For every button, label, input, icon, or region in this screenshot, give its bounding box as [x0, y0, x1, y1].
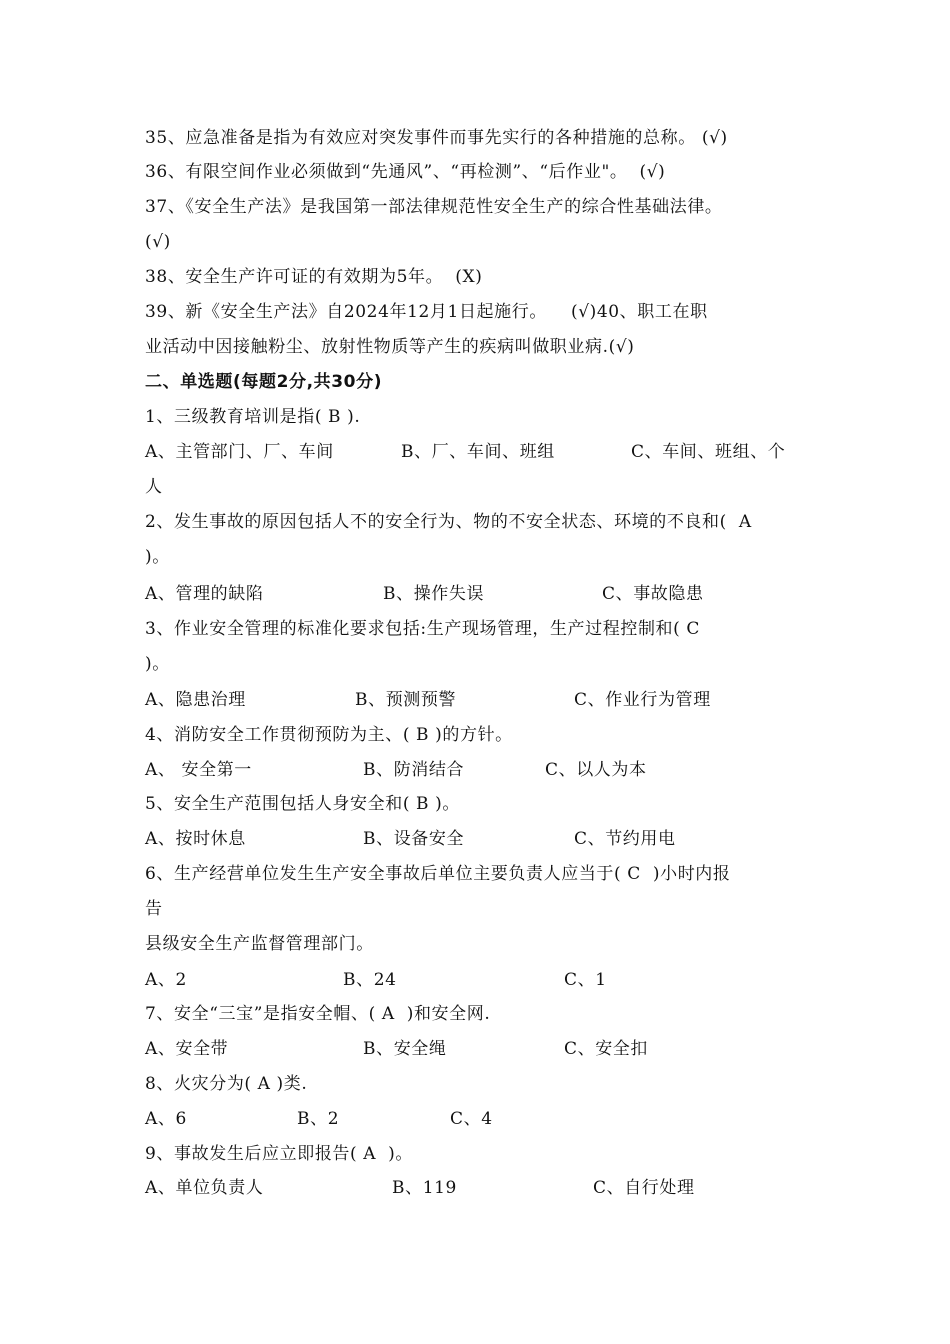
option-c: C、作业行为管理: [574, 690, 711, 710]
section-title: 二、单选题(每题2分,共30分): [145, 372, 383, 392]
option-c: C、以人为本: [545, 760, 647, 780]
option-c: C、自行处理: [593, 1178, 695, 1198]
option-a: A、主管部门、厂、车间: [145, 442, 334, 462]
tf-item-40: 业活动中因接触粉尘、放射性物质等产生的疾病叫做职业病.(√): [145, 337, 635, 357]
question-3: 3、作业安全管理的标准化要求包括:生产现场管理，生产过程控制和( C: [145, 619, 700, 639]
option-a: A、 安全第一: [145, 760, 252, 780]
option-c: C、车间、班组、个: [631, 442, 786, 462]
option-b: B、预测预警: [355, 690, 457, 710]
question-1-options: [145, 440, 786, 464]
option-b: B、设备安全: [363, 829, 465, 849]
question-9: 9、事故发生后应立即报告( A )。: [145, 1144, 413, 1164]
option-c: C、安全扣: [564, 1039, 649, 1059]
option-a: A、按时休息: [145, 829, 246, 849]
question-2-continuation: )。: [145, 547, 170, 567]
question-4: 4、消防安全工作贯彻预防为主、( B )的方针。: [145, 725, 513, 745]
question-7: 7、安全“三宝”是指安全帽、( A )和安全网.: [145, 1004, 491, 1024]
question-6-continuation: 告: [145, 899, 163, 919]
question-4-options: [145, 758, 647, 782]
question-9-options: [145, 1176, 695, 1200]
question-2-options: [145, 582, 704, 606]
option-b: B、防消结合: [363, 760, 465, 780]
question-3-continuation: )。: [145, 654, 170, 674]
question-6-continuation-2: 县级安全生产监督管理部门。: [145, 934, 374, 954]
tf-item-36: 36、有限空间作业必须做到“先通风”、“再检测”、“后作业"。 (√): [145, 162, 666, 182]
option-a: A、6: [145, 1109, 187, 1129]
question-8-options: [145, 1107, 493, 1131]
question-5: 5、安全生产范围包括人身安全和( B )。: [145, 794, 460, 814]
question-1: 1、三级教育培训是指( B ).: [145, 407, 361, 427]
question-7-options: [145, 1037, 649, 1061]
tf-item-37-answer: (√): [145, 232, 171, 252]
question-6: 6、生产经营单位发生生产安全事故后单位主要负责人应当于( C )小时内报: [145, 864, 731, 884]
question-8: 8、火灾分为( A )类.: [145, 1074, 308, 1094]
option-a: A、2: [145, 970, 187, 990]
option-a: A、管理的缺陷: [145, 584, 264, 604]
question-1-continuation: 人: [145, 477, 163, 497]
option-b: B、119: [392, 1178, 457, 1198]
question-3-options: [145, 688, 711, 712]
option-a: A、隐患治理: [145, 690, 246, 710]
question-5-options: [145, 827, 676, 851]
option-b: B、厂、车间、班组: [401, 442, 555, 462]
option-c: C、事故隐患: [602, 584, 704, 604]
option-c: C、4: [450, 1109, 493, 1129]
question-6-options: [145, 968, 607, 992]
option-c: C、节约用电: [574, 829, 676, 849]
tf-item-35: 35、应急准备是指为有效应对突发事件而事先实行的各种措施的总称。 (√): [145, 128, 728, 148]
option-b: B、安全绳: [363, 1039, 447, 1059]
option-b: B、24: [343, 970, 397, 990]
option-b: B、操作失误: [383, 584, 485, 604]
tf-item-37: 37、《安全生产法》是我国第一部法律规范性安全生产的综合性基础法律。: [145, 197, 723, 217]
option-a: A、安全带: [145, 1039, 229, 1059]
question-2: 2、发生事故的原因包括人不的安全行为、物的不安全状态、环境的不良和( A: [145, 512, 752, 532]
tf-item-39: 39、新《安全生产法》自2024年12月1日起施行。 (√)40、职工在职: [145, 302, 708, 322]
tf-item-38: 38、安全生产许可证的有效期为5年。 (X): [145, 267, 483, 287]
option-c: C、1: [564, 970, 607, 990]
option-b: B、2: [297, 1109, 340, 1129]
option-a: A、单位负责人: [145, 1178, 264, 1198]
